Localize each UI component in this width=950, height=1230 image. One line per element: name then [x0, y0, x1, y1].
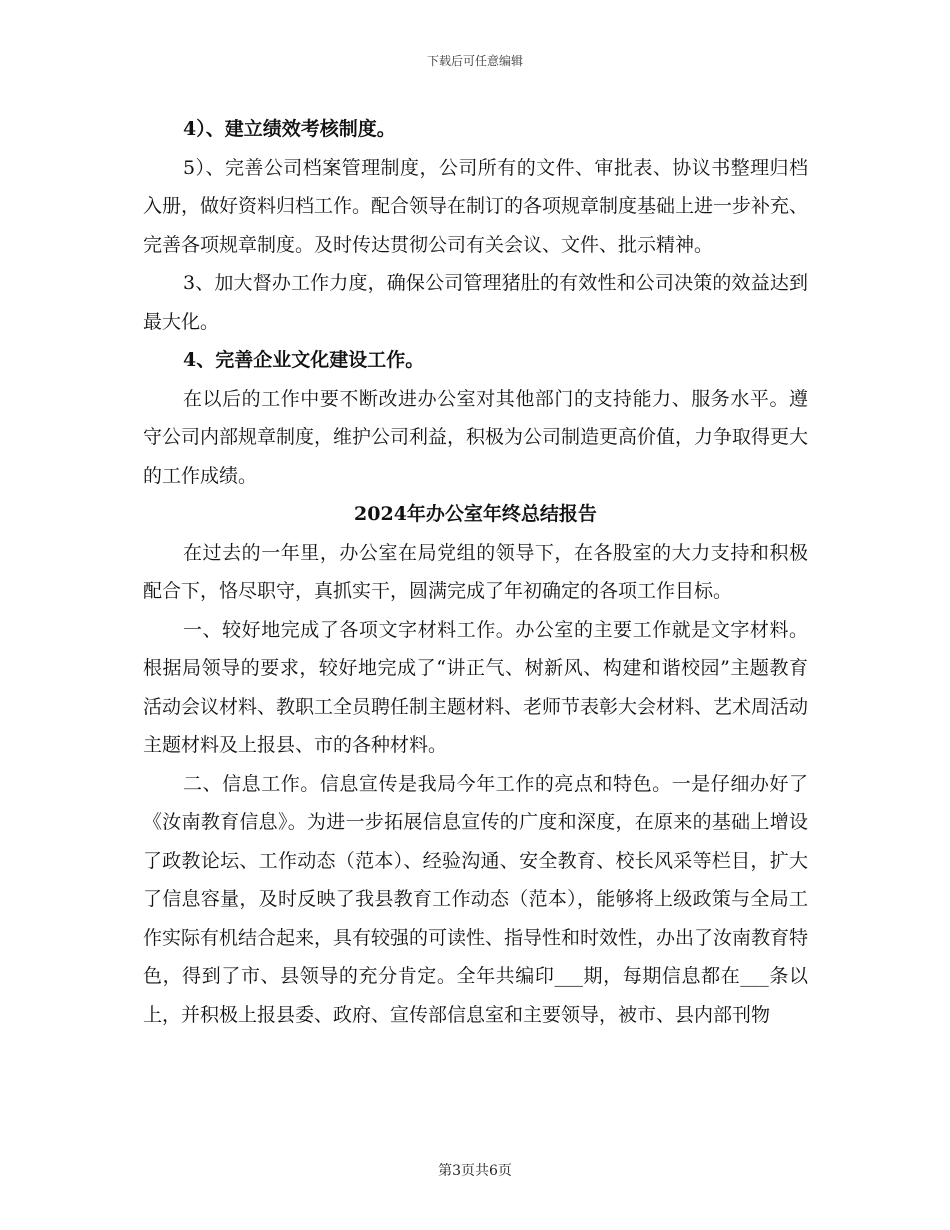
- paragraph-intro: 在过去的一年里，办公室在局党组的领导下，在各股室的大力支持和积极配合下，恪尽职守，真抓实干，圆满完成了年初确定的各项工作目标。: [143, 541, 808, 602]
- paragraph-future-work: 在以后的工作中要不断改进办公室对其他部门的支持能力、服务水平。遵守公司内部规章制度，维护公司利益，积极为公司制造更高价值，力争取得更大的工作成绩。: [143, 387, 809, 487]
- paragraph-section-2-information: 二、信息工作。信息宣传是我局今年工作的亮点和特色。一是仔细办好了《汝南教育信息》。为进一步拓展信息宣传的广度和深度，在原来的基础上增设了政教论坛、工作动态（范本）、经验沟通、安全教育、校长风采等栏目，扩大了信息容量，及时反映了我县教育工作动态（范本），能够将上级政策与全局工作实际有机结合起来，具有较强的可读性、指导性和时效性，办出了汝南教育特色，得到了市、县领导的充分肯定。全年共编印___期，每期信息都在___条以上，并积极上报县委、政府、宣传部信息室和主要领导，被市、县内部刊物: [143, 772, 809, 1026]
- document-title: 2024年办公室年终总结报告: [354, 503, 597, 525]
- document-body: [143, 110, 808, 1034]
- paragraph-item-4-performance: 4）、建立绩效考核制度。: [183, 118, 396, 140]
- page-footer: 第3页共6页: [438, 1163, 512, 1179]
- page-header: 下载后可任意编辑: [426, 54, 523, 68]
- paragraph-item-5-archives: 5）、完善公司档案管理制度，公司所有的文件、审批表、协议书整理归档入册，做好资料归档工作。配合领导在制订的各项规章制度基础上进一步补充、完善各项规章制度。及时传达贯彻公司有关会议、文件、批示精神。: [143, 156, 809, 256]
- paragraph-item-3-supervision: 3、加大督办工作力度，确保公司管理猪肚的有效性和公司决策的效益达到最大化。: [143, 272, 808, 333]
- paragraph-section-1-writing: 一、较好地完成了各项文字材料工作。办公室的主要工作就是文字材料。根据局领导的要求，较好地完成了“讲正气、树新风、构建和谐校园”主题教育活动会议材料、教职工全员聘任制主题材料、老师节表彰大会材料、艺术周活动主题材料及上报县、市的各种材料。: [143, 618, 809, 756]
- paragraph-item-4-culture: 4、完善企业文化建设工作。: [183, 349, 425, 371]
